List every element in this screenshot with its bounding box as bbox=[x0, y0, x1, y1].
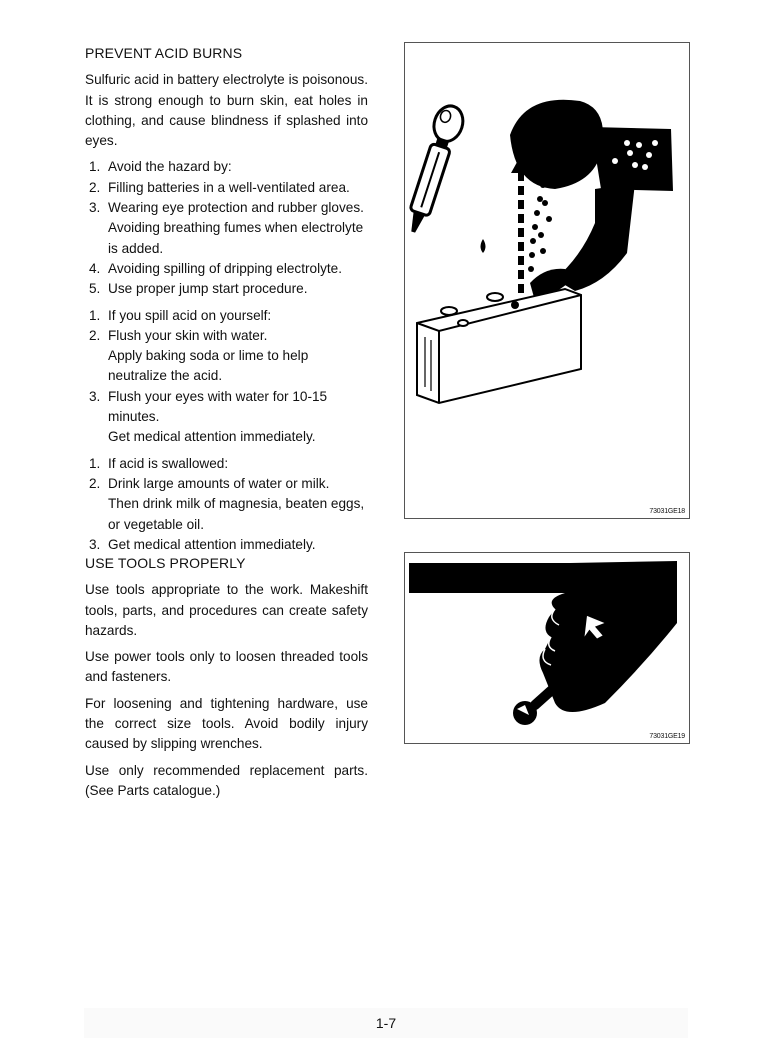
paragraph: Use only recommended replacement parts. (See Parts catalogue.) bbox=[85, 762, 368, 798]
list-item: 1. Avoid the hazard by: bbox=[89, 159, 232, 175]
section-prevent-acid-burns bbox=[85, 43, 368, 561]
hand-wrench-illustration bbox=[404, 552, 690, 744]
acid-spill-list bbox=[85, 306, 368, 448]
list-item: 5. Use proper jump start procedure. bbox=[89, 281, 308, 297]
paragraph: For loosening and tightening hardware, use the correct size tools. Avoid bodily injury caused by slipping wrenches. bbox=[85, 695, 368, 752]
list-item: 2. Flush your skin with water. Apply baking soda or lime to help neutralize the acid. bbox=[89, 327, 309, 384]
list-item: 1. If acid is swallowed: bbox=[89, 455, 229, 471]
page-footer bbox=[84, 1008, 688, 1038]
paragraph: Use tools appropriate to the work. Makeshift tools, parts, and procedures can create safety hazards. bbox=[85, 582, 368, 638]
intro-paragraph: Sulfuric acid in battery electrolyte is poisonous. It is strong enough to burn skin, eat holes in clothing, and cause blindness if splashed into eyes. bbox=[85, 72, 368, 149]
list-item: 4. Avoiding spilling of dripping electrolyte. bbox=[89, 260, 343, 276]
section-use-tools-properly bbox=[85, 553, 368, 807]
hand-wrench-drawing bbox=[405, 553, 689, 743]
figure-code: 73031GE18 bbox=[649, 508, 685, 515]
battery-icon bbox=[417, 289, 581, 403]
list-item: 1. If you spill acid on yourself: bbox=[89, 307, 272, 323]
acid-drop-icon bbox=[481, 239, 486, 253]
hazard-avoidance-list bbox=[85, 157, 368, 299]
section-heading: PREVENT ACID BURNS bbox=[85, 45, 243, 61]
battery-acid-drawing bbox=[405, 43, 689, 518]
list-item: 3. Get medical attention immediately. bbox=[89, 536, 316, 552]
acid-swallowed-list bbox=[85, 454, 368, 555]
list-item: 2. Filling batteries in a well-ventilated area. bbox=[89, 179, 350, 195]
list-item: 3. Wearing eye protection and rubber gloves. Avoiding breathing fumes when electrolyte is added. bbox=[89, 200, 364, 256]
figure-code: 73031GE19 bbox=[649, 733, 685, 740]
page-number: 1-7 bbox=[375, 1015, 397, 1031]
paragraph: Use power tools only to loosen threaded tools and fasteners. bbox=[85, 649, 368, 685]
hydrometer-icon bbox=[405, 102, 467, 236]
section-heading: USE TOOLS PROPERLY bbox=[85, 555, 246, 571]
list-item: 3. Flush your eyes with water for 10-15 minutes. Get medical attention immediately. bbox=[89, 388, 328, 445]
list-item: 2. Drink large amounts of water or milk. Then drink milk of magnesia, beaten eggs, or vegetable oil. bbox=[89, 475, 365, 532]
battery-acid-illustration bbox=[404, 42, 690, 519]
